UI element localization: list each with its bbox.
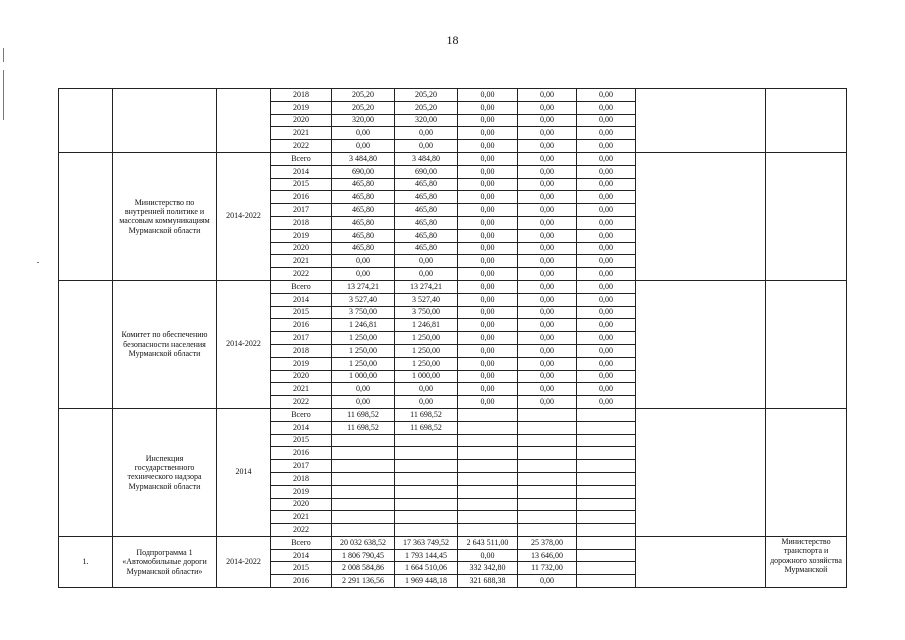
- budget-table-body: [59, 89, 847, 588]
- total-cell: [332, 485, 395, 498]
- year-cell: 2022: [271, 524, 332, 537]
- other-sources-cell: 0,00: [577, 89, 636, 102]
- year-cell: 2017: [271, 204, 332, 217]
- executor-name: Инспекция государственного технического надзора Мурманской области: [113, 408, 217, 536]
- year-cell: 2018: [271, 472, 332, 485]
- regional-budget-cell: [395, 511, 458, 524]
- regional-budget-cell: 0,00: [395, 396, 458, 409]
- year-cell: 2019: [271, 485, 332, 498]
- implementation-period: 2014-2022: [217, 280, 271, 408]
- other-sources-cell: 0,00: [577, 357, 636, 370]
- local-budget-cell: 0,00: [518, 229, 577, 242]
- other-sources-cell: 0,00: [577, 114, 636, 127]
- total-cell: 320,00: [332, 114, 395, 127]
- local-budget-cell: 0,00: [518, 306, 577, 319]
- federal-budget-cell: 0,00: [458, 140, 518, 153]
- year-cell: 2019: [271, 357, 332, 370]
- coexecutor-cell: [766, 152, 847, 280]
- total-cell: 0,00: [332, 255, 395, 268]
- local-budget-cell: 0,00: [518, 293, 577, 306]
- other-sources-cell: 0,00: [577, 178, 636, 191]
- regional-budget-cell: 3 527,40: [395, 293, 458, 306]
- regional-budget-cell: 465,80: [395, 242, 458, 255]
- other-sources-cell: 0,00: [577, 293, 636, 306]
- total-cell: 0,00: [332, 140, 395, 153]
- other-sources-cell: [577, 536, 636, 549]
- federal-budget-cell: [458, 511, 518, 524]
- other-sources-cell: 0,00: [577, 229, 636, 242]
- other-sources-cell: [577, 408, 636, 421]
- local-budget-cell: 0,00: [518, 114, 577, 127]
- other-sources-cell: 0,00: [577, 396, 636, 409]
- total-cell: 465,80: [332, 178, 395, 191]
- executor-name: Министерство по внутренней политике и массовым коммуникациям Мурманской области: [113, 152, 217, 280]
- year-cell: 2020: [271, 242, 332, 255]
- other-sources-cell: 0,00: [577, 127, 636, 140]
- federal-budget-cell: 0,00: [458, 191, 518, 204]
- year-cell: 2021: [271, 127, 332, 140]
- regional-budget-cell: 465,80: [395, 178, 458, 191]
- regional-budget-cell: 1 246,81: [395, 319, 458, 332]
- year-cell: 2021: [271, 255, 332, 268]
- regional-budget-cell: 11 698,52: [395, 421, 458, 434]
- regional-budget-cell: 465,80: [395, 204, 458, 217]
- federal-budget-cell: [458, 498, 518, 511]
- federal-budget-cell: 0,00: [458, 204, 518, 217]
- other-sources-cell: 0,00: [577, 306, 636, 319]
- indicator-cell: [636, 152, 766, 280]
- regional-budget-cell: 320,00: [395, 114, 458, 127]
- federal-budget-cell: [458, 421, 518, 434]
- federal-budget-cell: 0,00: [458, 370, 518, 383]
- year-cell: 2014: [271, 549, 332, 562]
- federal-budget-cell: 0,00: [458, 344, 518, 357]
- regional-budget-cell: 1 000,00: [395, 370, 458, 383]
- year-cell: Всего: [271, 536, 332, 549]
- local-budget-cell: 0,00: [518, 332, 577, 345]
- other-sources-cell: 0,00: [577, 332, 636, 345]
- regional-budget-cell: 1 969 448,18: [395, 575, 458, 588]
- year-cell: Всего: [271, 152, 332, 165]
- federal-budget-cell: 321 688,38: [458, 575, 518, 588]
- regional-budget-cell: [395, 498, 458, 511]
- total-cell: 11 698,52: [332, 421, 395, 434]
- year-cell: 2019: [271, 101, 332, 114]
- federal-budget-cell: [458, 408, 518, 421]
- total-cell: 1 250,00: [332, 332, 395, 345]
- other-sources-cell: [577, 485, 636, 498]
- federal-budget-cell: 0,00: [458, 357, 518, 370]
- federal-budget-cell: 332 342,80: [458, 562, 518, 575]
- federal-budget-cell: [458, 460, 518, 473]
- local-budget-cell: 0,00: [518, 575, 577, 588]
- other-sources-cell: 0,00: [577, 268, 636, 281]
- local-budget-cell: 0,00: [518, 152, 577, 165]
- year-cell: 2018: [271, 89, 332, 102]
- coexecutor-cell: [766, 280, 847, 408]
- regional-budget-cell: 0,00: [395, 140, 458, 153]
- total-cell: 0,00: [332, 127, 395, 140]
- other-sources-cell: [577, 498, 636, 511]
- federal-budget-cell: [458, 447, 518, 460]
- table-row: [59, 408, 847, 421]
- federal-budget-cell: [458, 434, 518, 447]
- federal-budget-cell: 0,00: [458, 242, 518, 255]
- year-cell: 2015: [271, 178, 332, 191]
- indicator-cell: [636, 89, 766, 153]
- table-row: [59, 89, 847, 102]
- other-sources-cell: [577, 434, 636, 447]
- indicator-cell: [636, 536, 766, 587]
- year-cell: 2017: [271, 332, 332, 345]
- table-row: [59, 280, 847, 293]
- year-cell: 2018: [271, 344, 332, 357]
- total-cell: [332, 434, 395, 447]
- year-cell: 2022: [271, 140, 332, 153]
- other-sources-cell: [577, 524, 636, 537]
- total-cell: 20 032 638,52: [332, 536, 395, 549]
- year-cell: 2021: [271, 511, 332, 524]
- local-budget-cell: 0,00: [518, 255, 577, 268]
- year-cell: 2020: [271, 498, 332, 511]
- total-cell: 690,00: [332, 165, 395, 178]
- local-budget-cell: 11 732,00: [518, 562, 577, 575]
- left-margin-mark: [3, 70, 4, 120]
- regional-budget-cell: 1 250,00: [395, 332, 458, 345]
- other-sources-cell: 0,00: [577, 140, 636, 153]
- other-sources-cell: [577, 549, 636, 562]
- federal-budget-cell: 0,00: [458, 319, 518, 332]
- local-budget-cell: 0,00: [518, 383, 577, 396]
- year-cell: 2016: [271, 447, 332, 460]
- implementation-period: 2014-2022: [217, 536, 271, 587]
- local-budget-cell: [518, 434, 577, 447]
- local-budget-cell: 0,00: [518, 140, 577, 153]
- federal-budget-cell: 0,00: [458, 89, 518, 102]
- federal-budget-cell: 0,00: [458, 152, 518, 165]
- local-budget-cell: 0,00: [518, 280, 577, 293]
- executor-name: Комитет по обеспечению безопасности населения Мурманской области: [113, 280, 217, 408]
- other-sources-cell: 0,00: [577, 319, 636, 332]
- other-sources-cell: [577, 472, 636, 485]
- local-budget-cell: 0,00: [518, 357, 577, 370]
- year-cell: Всего: [271, 408, 332, 421]
- federal-budget-cell: [458, 472, 518, 485]
- regional-budget-cell: 1 793 144,45: [395, 549, 458, 562]
- executor-name: [113, 89, 217, 153]
- coexecutor-cell: [766, 89, 847, 153]
- regional-budget-cell: [395, 472, 458, 485]
- local-budget-cell: [518, 460, 577, 473]
- total-cell: [332, 472, 395, 485]
- left-margin-mark: [3, 48, 4, 62]
- local-budget-cell: 0,00: [518, 344, 577, 357]
- local-budget-cell: [518, 408, 577, 421]
- local-budget-cell: 0,00: [518, 216, 577, 229]
- federal-budget-cell: 0,00: [458, 114, 518, 127]
- other-sources-cell: [577, 460, 636, 473]
- federal-budget-cell: 0,00: [458, 101, 518, 114]
- row-index: [59, 152, 113, 280]
- regional-budget-cell: 1 664 510,06: [395, 562, 458, 575]
- regional-budget-cell: 465,80: [395, 191, 458, 204]
- year-cell: 2017: [271, 460, 332, 473]
- total-cell: 11 698,52: [332, 408, 395, 421]
- local-budget-cell: 0,00: [518, 204, 577, 217]
- year-cell: 2022: [271, 396, 332, 409]
- year-cell: 2016: [271, 191, 332, 204]
- row-index: 1.: [59, 536, 113, 587]
- table-row: [59, 536, 847, 549]
- local-budget-cell: 0,00: [518, 89, 577, 102]
- other-sources-cell: 0,00: [577, 255, 636, 268]
- local-budget-cell: [518, 498, 577, 511]
- regional-budget-cell: 17 363 749,52: [395, 536, 458, 549]
- regional-budget-cell: [395, 447, 458, 460]
- implementation-period: [217, 89, 271, 153]
- total-cell: 205,20: [332, 101, 395, 114]
- year-cell: 2014: [271, 165, 332, 178]
- local-budget-cell: 0,00: [518, 396, 577, 409]
- other-sources-cell: 0,00: [577, 370, 636, 383]
- total-cell: 3 750,00: [332, 306, 395, 319]
- regional-budget-cell: 1 250,00: [395, 357, 458, 370]
- local-budget-cell: 0,00: [518, 127, 577, 140]
- total-cell: 465,80: [332, 216, 395, 229]
- local-budget-cell: 0,00: [518, 268, 577, 281]
- regional-budget-cell: [395, 460, 458, 473]
- federal-budget-cell: [458, 485, 518, 498]
- federal-budget-cell: 0,00: [458, 306, 518, 319]
- year-cell: 2016: [271, 319, 332, 332]
- regional-budget-cell: 465,80: [395, 229, 458, 242]
- other-sources-cell: [577, 447, 636, 460]
- regional-budget-cell: 13 274,21: [395, 280, 458, 293]
- regional-budget-cell: [395, 524, 458, 537]
- year-cell: 2022: [271, 268, 332, 281]
- coexecutor-cell: [766, 408, 847, 536]
- federal-budget-cell: 0,00: [458, 229, 518, 242]
- federal-budget-cell: 0,00: [458, 293, 518, 306]
- other-sources-cell: [577, 562, 636, 575]
- total-cell: 205,20: [332, 89, 395, 102]
- regional-budget-cell: 3 484,80: [395, 152, 458, 165]
- indicator-cell: [636, 280, 766, 408]
- year-cell: 2015: [271, 434, 332, 447]
- row-index: [59, 89, 113, 153]
- federal-budget-cell: 0,00: [458, 332, 518, 345]
- indicator-cell: [636, 408, 766, 536]
- scan-speck: [37, 262, 39, 263]
- year-cell: 2014: [271, 421, 332, 434]
- federal-budget-cell: [458, 524, 518, 537]
- federal-budget-cell: 0,00: [458, 280, 518, 293]
- year-cell: Всего: [271, 280, 332, 293]
- federal-budget-cell: 2 643 511,00: [458, 536, 518, 549]
- other-sources-cell: 0,00: [577, 242, 636, 255]
- other-sources-cell: [577, 511, 636, 524]
- total-cell: 465,80: [332, 191, 395, 204]
- page-number: 18: [446, 33, 459, 47]
- federal-budget-cell: 0,00: [458, 396, 518, 409]
- other-sources-cell: 0,00: [577, 344, 636, 357]
- federal-budget-cell: 0,00: [458, 549, 518, 562]
- total-cell: 1 250,00: [332, 344, 395, 357]
- local-budget-cell: [518, 472, 577, 485]
- federal-budget-cell: 0,00: [458, 383, 518, 396]
- regional-budget-cell: [395, 434, 458, 447]
- total-cell: [332, 524, 395, 537]
- total-cell: 465,80: [332, 242, 395, 255]
- total-cell: 1 806 790,45: [332, 549, 395, 562]
- local-budget-cell: [518, 511, 577, 524]
- local-budget-cell: 0,00: [518, 319, 577, 332]
- year-cell: 2020: [271, 114, 332, 127]
- year-cell: 2019: [271, 229, 332, 242]
- total-cell: 465,80: [332, 229, 395, 242]
- local-budget-cell: 0,00: [518, 165, 577, 178]
- total-cell: 0,00: [332, 383, 395, 396]
- federal-budget-cell: 0,00: [458, 216, 518, 229]
- total-cell: 0,00: [332, 268, 395, 281]
- federal-budget-cell: 0,00: [458, 268, 518, 281]
- implementation-period: 2014: [217, 408, 271, 536]
- federal-budget-cell: 0,00: [458, 165, 518, 178]
- executor-name: Подпрограмма 1 «Автомобильные дороги Мурманской области»: [113, 536, 217, 587]
- total-cell: 1 000,00: [332, 370, 395, 383]
- year-cell: 2014: [271, 293, 332, 306]
- local-budget-cell: 25 378,00: [518, 536, 577, 549]
- other-sources-cell: 0,00: [577, 165, 636, 178]
- other-sources-cell: [577, 421, 636, 434]
- other-sources-cell: 0,00: [577, 280, 636, 293]
- row-index: [59, 408, 113, 536]
- table-row: [59, 152, 847, 165]
- regional-budget-cell: 1 250,00: [395, 344, 458, 357]
- coexecutor-cell: Министерство транспорта и дорожного хозяйства Мурманской: [766, 536, 847, 587]
- local-budget-cell: 0,00: [518, 178, 577, 191]
- total-cell: 0,00: [332, 396, 395, 409]
- regional-budget-cell: 205,20: [395, 89, 458, 102]
- total-cell: [332, 460, 395, 473]
- year-cell: 2021: [271, 383, 332, 396]
- local-budget-cell: 0,00: [518, 191, 577, 204]
- regional-budget-cell: 0,00: [395, 127, 458, 140]
- total-cell: 2 291 136,56: [332, 575, 395, 588]
- federal-budget-cell: 0,00: [458, 127, 518, 140]
- regional-budget-cell: 11 698,52: [395, 408, 458, 421]
- total-cell: [332, 447, 395, 460]
- federal-budget-cell: 0,00: [458, 178, 518, 191]
- regional-budget-cell: 205,20: [395, 101, 458, 114]
- local-budget-cell: 0,00: [518, 101, 577, 114]
- other-sources-cell: 0,00: [577, 101, 636, 114]
- local-budget-cell: 13 646,00: [518, 549, 577, 562]
- total-cell: 3 527,40: [332, 293, 395, 306]
- other-sources-cell: 0,00: [577, 204, 636, 217]
- regional-budget-cell: [395, 485, 458, 498]
- other-sources-cell: 0,00: [577, 383, 636, 396]
- regional-budget-cell: 465,80: [395, 216, 458, 229]
- budget-table: [58, 88, 847, 588]
- local-budget-cell: [518, 524, 577, 537]
- local-budget-cell: 0,00: [518, 242, 577, 255]
- year-cell: 2018: [271, 216, 332, 229]
- local-budget-cell: [518, 447, 577, 460]
- other-sources-cell: 0,00: [577, 152, 636, 165]
- implementation-period: 2014-2022: [217, 152, 271, 280]
- regional-budget-cell: 0,00: [395, 383, 458, 396]
- year-cell: 2015: [271, 306, 332, 319]
- federal-budget-cell: 0,00: [458, 255, 518, 268]
- other-sources-cell: [577, 575, 636, 588]
- regional-budget-cell: 0,00: [395, 268, 458, 281]
- year-cell: 2016: [271, 575, 332, 588]
- local-budget-cell: [518, 485, 577, 498]
- total-cell: 465,80: [332, 204, 395, 217]
- total-cell: [332, 511, 395, 524]
- total-cell: 3 484,80: [332, 152, 395, 165]
- local-budget-cell: [518, 421, 577, 434]
- row-index: [59, 280, 113, 408]
- local-budget-cell: 0,00: [518, 370, 577, 383]
- total-cell: 1 246,81: [332, 319, 395, 332]
- regional-budget-cell: 0,00: [395, 255, 458, 268]
- regional-budget-cell: 690,00: [395, 165, 458, 178]
- year-cell: 2015: [271, 562, 332, 575]
- total-cell: 13 274,21: [332, 280, 395, 293]
- other-sources-cell: 0,00: [577, 191, 636, 204]
- total-cell: 2 008 584,86: [332, 562, 395, 575]
- regional-budget-cell: 3 750,00: [395, 306, 458, 319]
- total-cell: [332, 498, 395, 511]
- total-cell: 1 250,00: [332, 357, 395, 370]
- year-cell: 2020: [271, 370, 332, 383]
- other-sources-cell: 0,00: [577, 216, 636, 229]
